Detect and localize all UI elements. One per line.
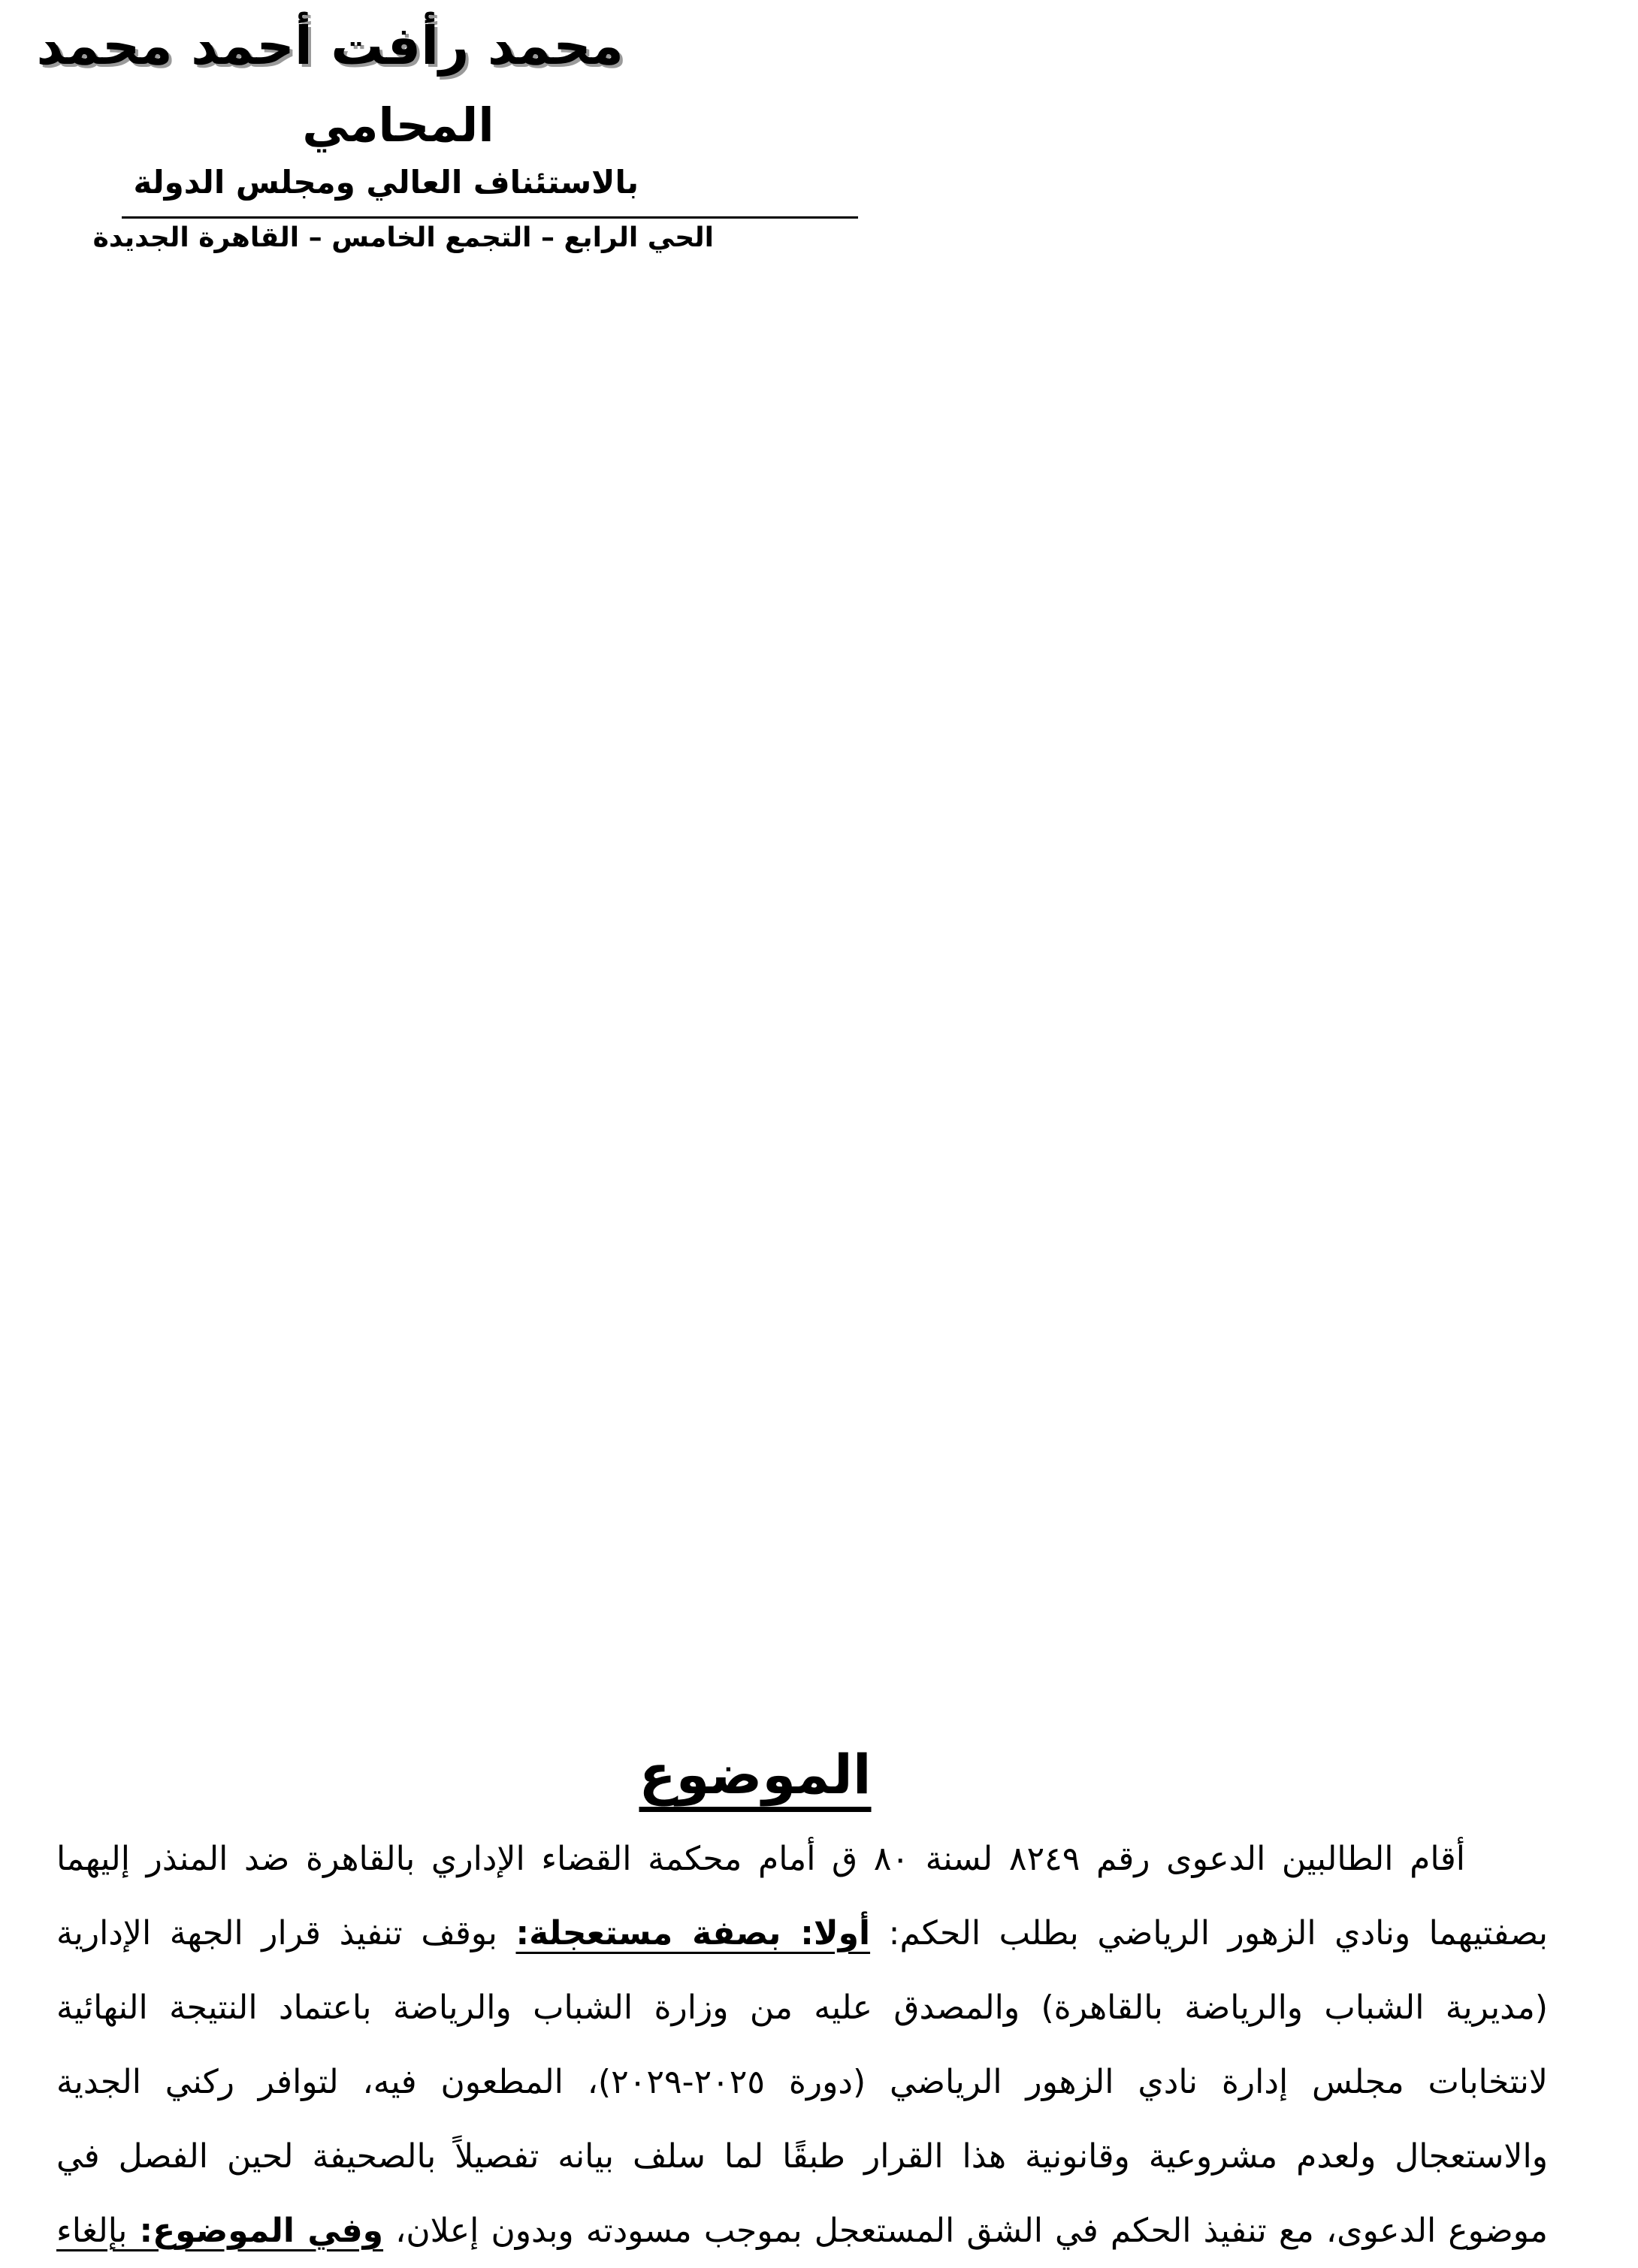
body-line-3: (مديرية الشباب والرياضة بالقاهرة) والمصدق عليه من وزارة الشباب والرياضة باعتماد النتيجة النهائية (56, 1989, 1548, 2027)
header-divider (122, 216, 858, 219)
lawyer-courts: بالاستئناف العالي ومجلس الدولة (133, 164, 639, 201)
body-line-2 (56, 1896, 1548, 1971)
body-line-5: والاستعجال ولعدم مشروعية وقانونية هذا القرار طبقًا لما سلف بيانه تفصيلاً بالصحيفة لحين الفصل في (56, 2137, 1548, 2176)
body-line-2-post: بوقف تنفيذ قرار الجهة الإدارية (56, 1914, 516, 1952)
body-line-1: أقام الطالبين الدعوى رقم ٨٢٤٩ لسنة ٨٠ ق أمام محكمة القضاء الإداري بالقاهرة ضد المنذر إليهما (56, 1840, 1466, 1878)
body-line-4: لانتخابات مجلس إدارة نادي الزهور الرياضي (دورة ٢٠٢٥-٢٠٢٩)، المطعون فيه، لتوافر ركني الجدية (56, 2063, 1548, 2101)
lawyer-address: الحي الرابع – التجمع الخامس – القاهرة الجديدة (92, 222, 714, 253)
urgent-clause-label: أولا: بصفة مستعجلة: (515, 1914, 871, 1952)
body-line-6-post: بإلغاء (56, 2212, 140, 2250)
lawyer-title: المحامي (302, 98, 494, 153)
body-paragraph (56, 1822, 1548, 2268)
lawyer-name: محمد رأفت أحمد محمد (36, 15, 624, 77)
merits-clause-label: وفي الموضوع: (139, 2212, 384, 2250)
body-line-6-pre: موضوع الدعوى، مع تنفيذ الحكم في الشق المستعجل بموجب مسودته وبدون إعلان، (383, 2212, 1549, 2250)
section-heading: الموضوع (639, 1743, 872, 1806)
body-line-2-pre: بصفتيهما ونادي الزهور الرياضي بطلب الحكم: (870, 1914, 1548, 1952)
body-line-6 (56, 2194, 1548, 2268)
